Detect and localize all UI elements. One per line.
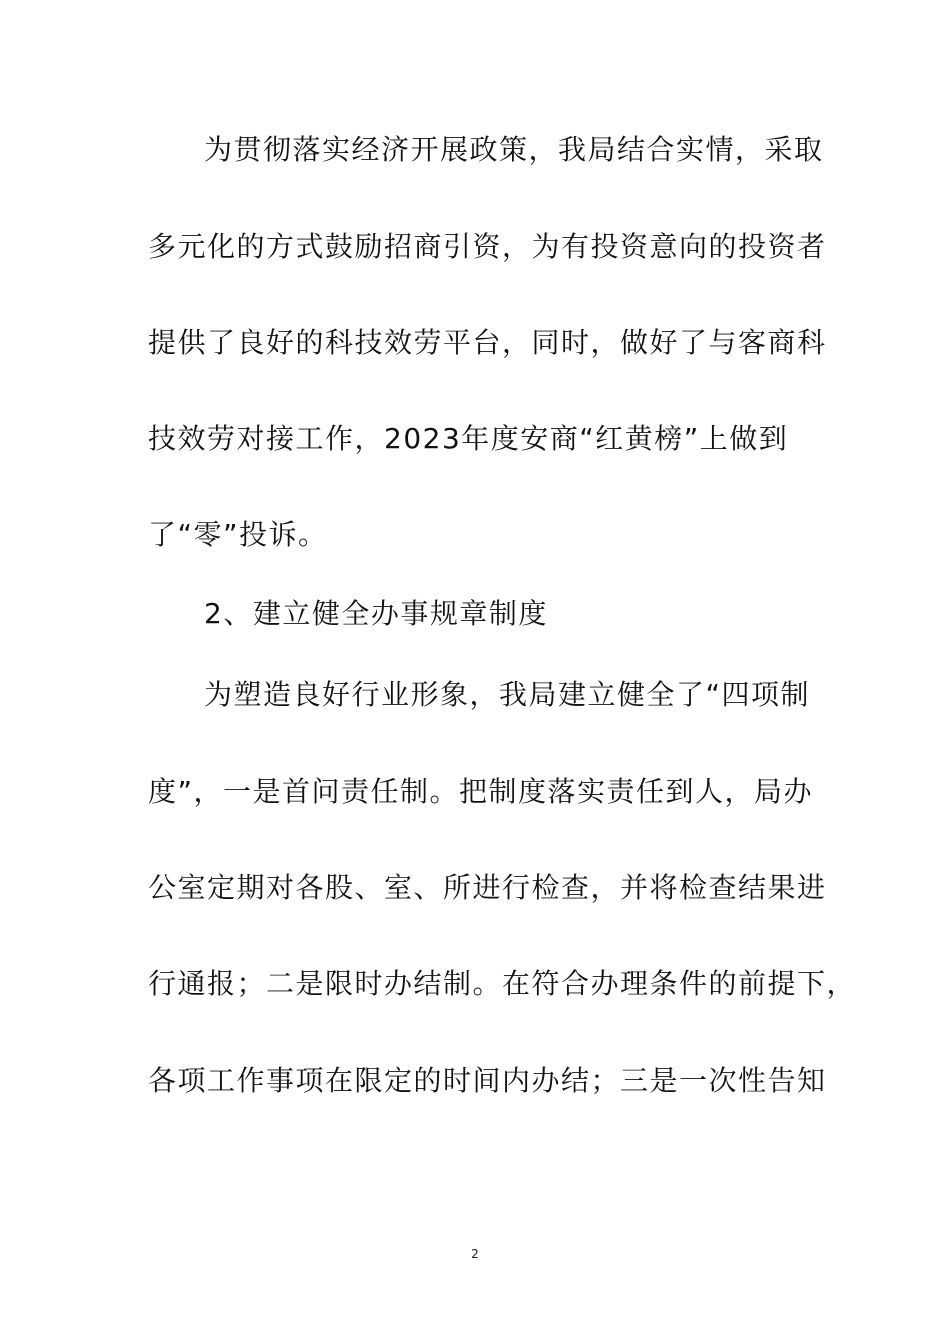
paragraph-line: 为塑造良好行业形象，我局建立健全了“四项制 (204, 678, 811, 711)
paragraph-line: 各项工作事项在限定的时间内办结；三是一次性告知 (148, 1064, 827, 1097)
paragraph-line: 行通报；二是限时办结制。在符合办理条件的前提下， (148, 967, 857, 1000)
paragraph-line: 度”，一是首问责任制。把制度落实责任到人，局办 (148, 775, 814, 808)
paragraph-line: 为贯彻落实经济开展政策，我局结合实情，采取 (204, 133, 824, 166)
paragraph-line: 提供了良好的科技效劳平台，同时，做好了与客商科 (148, 326, 827, 359)
paragraph-line: 技效劳对接工作，2023年度安商“红黄榜”上做到 (148, 422, 789, 455)
section-heading: 2、建立健全办事规章制度 (204, 597, 548, 630)
paragraph-line: 多元化的方式鼓励招商引资，为有投资意向的投资者 (148, 230, 827, 263)
page-number: 2 (471, 1247, 479, 1261)
paragraph-line: 了“零”投诉。 (148, 518, 328, 551)
paragraph-line: 公室定期对各股、室、所进行检查，并将检查结果进 (148, 871, 827, 904)
